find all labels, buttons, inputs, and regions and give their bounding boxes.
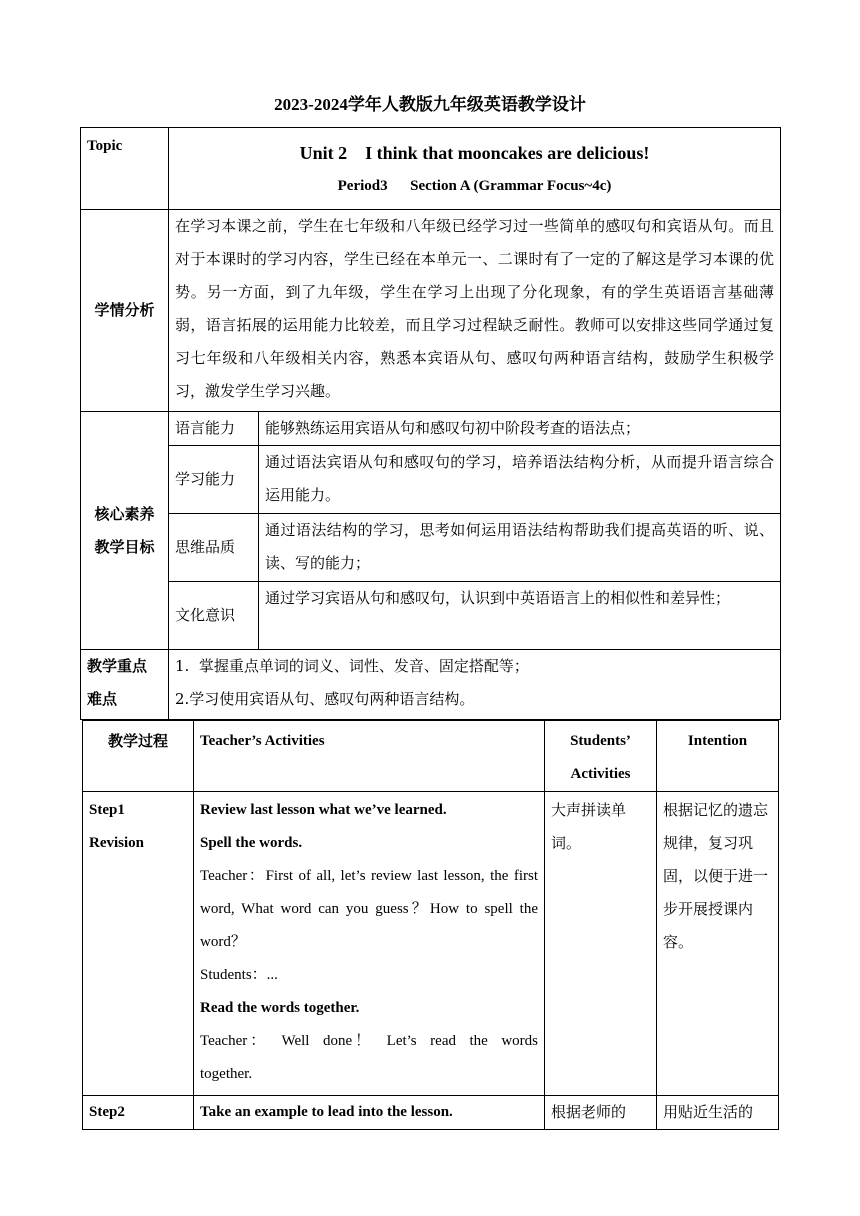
header-process: 教学过程 [83, 721, 194, 792]
analysis-row [81, 210, 781, 412]
core-label-line1: 核心素养 [94, 504, 155, 523]
header-students-activities: Students’ Activities [545, 721, 657, 792]
core-row-4 [81, 582, 781, 650]
topic-row [81, 128, 781, 210]
header-intention: Intention [657, 721, 779, 792]
step1-name: Step1 [89, 802, 125, 818]
header-teacher-activities: Teacher’s Activities [194, 721, 545, 792]
step1-students-line: Students：... [200, 967, 278, 983]
step1-read: Read the words together. [200, 1000, 360, 1016]
core-item-name: 语言能力 [169, 412, 259, 446]
key-points-text [169, 650, 781, 720]
step2-row [83, 1096, 779, 1130]
core-item-text: 通过语法结构的学习，思考如何运用语法结构帮助我们提高英语的听、说、读、写的能力； [259, 514, 781, 582]
core-item-text: 能够熟练运用宾语从句和感叹句初中阶段考查的语法点； [259, 412, 781, 446]
step1-teacher-line1: Teacher：First of all, let’s review last lesson, the first word, What word can you guess？How to spell the word？ [200, 868, 538, 950]
step1-subtitle: Revision [89, 835, 145, 851]
key-points-label-line1: 教学重点 [87, 657, 148, 675]
analysis-label: 学情分析 [81, 210, 169, 412]
core-item-name: 文化意识 [169, 582, 259, 650]
core-item-text: 通过语法宾语从句和感叹句的学习，培养语法结构分析，从而提升语言综合运用能力。 [259, 446, 781, 514]
step1-teacher-line2: Teacher： Well done！ Let’s read the words together. [200, 1033, 542, 1082]
unit-title: Unit 2 I think that mooncakes are delicious! [299, 143, 650, 163]
step2-name: Step2 [83, 1096, 194, 1130]
key-point-1: 1. 掌握重点单词的词义、词性、发音、固定搭配等； [175, 657, 529, 675]
core-row-2 [81, 446, 781, 514]
topic-label: Topic [81, 128, 169, 210]
key-point-2: 2.学习使用宾语从句、感叹句两种语言结构。 [175, 690, 475, 708]
process-header-row [83, 721, 779, 792]
step1-name-cell [83, 792, 194, 1096]
step1-row [83, 792, 779, 1096]
document-title: 2023-2024学年人教版九年级英语教学设计 [274, 95, 586, 114]
core-item-text: 通过学习宾语从句和感叹句，认识到中英语语言上的相似性和差异性； [259, 582, 781, 650]
step2-intention: 用贴近生活的 [657, 1096, 779, 1130]
core-label-line2: 教学目标 [94, 537, 155, 556]
period-title: Period3 Section A (Grammar Focus~4c) [337, 178, 612, 194]
lesson-info-table [80, 127, 781, 720]
core-row-1 [81, 412, 781, 446]
process-table [82, 720, 779, 1130]
step1-student-activities: 大声拼读单词。 [545, 792, 657, 1096]
core-row-3 [81, 514, 781, 582]
step1-teacher-activities [194, 792, 545, 1096]
key-points-label [81, 650, 169, 720]
key-points-row [81, 650, 781, 720]
core-item-name: 思维品质 [169, 514, 259, 582]
core-item-name: 学习能力 [169, 446, 259, 514]
step2-activity: Take an example to lead into the lesson. [194, 1096, 545, 1130]
step2-student-activities: 根据老师的 [545, 1096, 657, 1130]
step1-review: Review last lesson what we’ve learned. [200, 802, 447, 818]
topic-cell [169, 128, 781, 210]
step1-spell: Spell the words. [200, 835, 303, 851]
analysis-text: 在学习本课之前，学生在七年级和八年级已经学习过一些简单的感叹句和宾语从句。而且对于本课时的学习内容，学生已经在本单元一、二课时有了一定的了解这是学习本课的优势。另一方面，到了九年级，学生在学习上出现了分化现象，有的学生英语语言基础薄弱，语言拓展的运用能力比较差，而且学习过程缺乏耐性。教师可以安排这些同学通过复习七年级和八年级相关内容，熟悉本宾语从句、感叹句两种语言结构，鼓励学生积极学习，激发学生学习兴趣。 [169, 210, 781, 412]
step1-intention: 根据记忆的遗忘规律，复习巩固，以便于进一步开展授课内容。 [657, 792, 779, 1096]
core-label [81, 412, 169, 650]
key-points-label-line2: 难点 [87, 690, 118, 708]
